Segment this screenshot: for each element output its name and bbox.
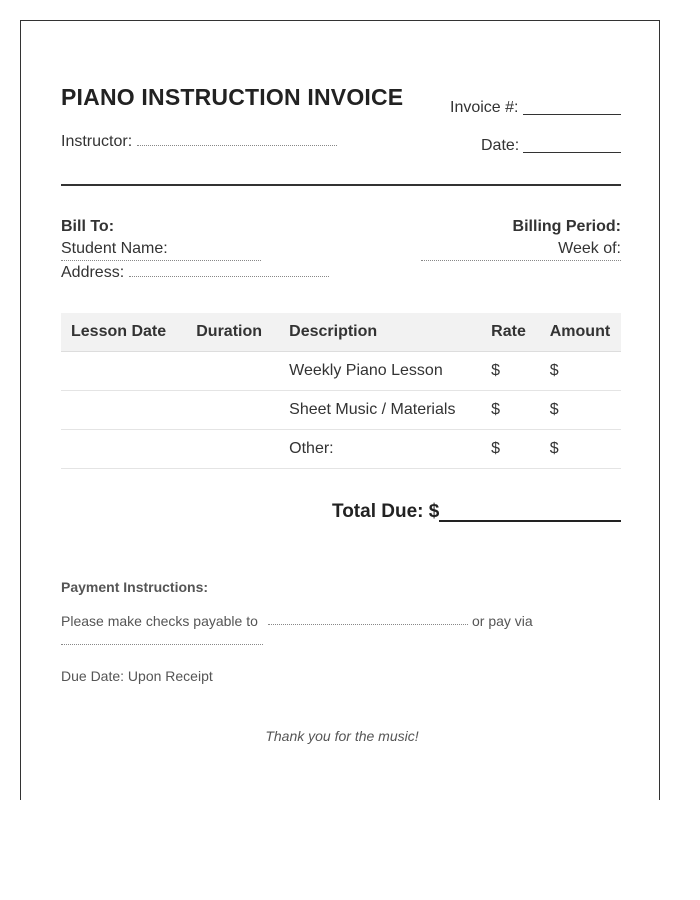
duration-cell[interactable]: [186, 352, 279, 391]
description-cell: Sheet Music / Materials: [279, 391, 481, 430]
address-field[interactable]: [129, 276, 329, 277]
duration-cell[interactable]: [186, 391, 279, 430]
student-name-label: Student Name:: [61, 240, 168, 257]
column-header-description: Description: [279, 313, 481, 352]
rate-cell[interactable]: $: [481, 352, 540, 391]
rate-cell[interactable]: $: [481, 430, 540, 469]
week-of-field[interactable]: [421, 260, 621, 261]
table-row: [61, 352, 621, 391]
total-due-label: Total Due: $: [332, 501, 440, 522]
amount-cell[interactable]: $: [540, 391, 621, 430]
table-header-row: [61, 313, 621, 352]
invoice-number-field[interactable]: [523, 114, 621, 115]
lesson-date-cell[interactable]: [61, 430, 186, 469]
invoice-title: PIANO INSTRUCTION INVOICE: [61, 84, 404, 110]
amount-cell[interactable]: $: [540, 430, 621, 469]
payment-instructions-heading: Payment Instructions:: [61, 579, 209, 595]
column-header-amount: Amount: [540, 313, 621, 352]
lesson-date-cell[interactable]: [61, 391, 186, 430]
lesson-date-cell[interactable]: [61, 352, 186, 391]
column-header-rate: Rate: [481, 313, 540, 352]
column-header-duration: Duration: [186, 313, 279, 352]
table-row: [61, 430, 621, 469]
amount-cell[interactable]: $: [540, 352, 621, 391]
billing-period-heading: Billing Period:: [512, 218, 621, 235]
student-name-field[interactable]: [61, 260, 261, 261]
description-cell: Other:: [279, 430, 481, 469]
rate-cell[interactable]: $: [481, 391, 540, 430]
line-items-table: [61, 313, 621, 469]
duration-cell[interactable]: [186, 430, 279, 469]
table-row: [61, 391, 621, 430]
checks-payable-text: Please make checks payable to: [61, 613, 258, 629]
instructor-field[interactable]: [137, 145, 337, 146]
payable-to-field[interactable]: [268, 624, 468, 625]
description-cell: Weekly Piano Lesson: [279, 352, 481, 391]
pay-via-field[interactable]: [61, 644, 263, 645]
date-field[interactable]: [523, 152, 621, 153]
address-label: Address:: [61, 264, 125, 281]
header-divider: [61, 184, 621, 186]
bill-to-heading: Bill To:: [61, 218, 115, 235]
pay-via-text: or pay via: [472, 613, 533, 629]
due-date-text: Due Date: Upon Receipt: [61, 668, 213, 684]
instructor-label: Instructor:: [61, 133, 133, 150]
week-of-label: Week of:: [558, 240, 621, 257]
invoice-number-label: Invoice #:: [450, 99, 519, 116]
column-header-lesson-date: Lesson Date: [61, 313, 186, 352]
date-label: Date:: [481, 137, 520, 154]
total-due-field[interactable]: [439, 520, 621, 522]
thank-you-note: Thank you for the music!: [265, 728, 419, 744]
